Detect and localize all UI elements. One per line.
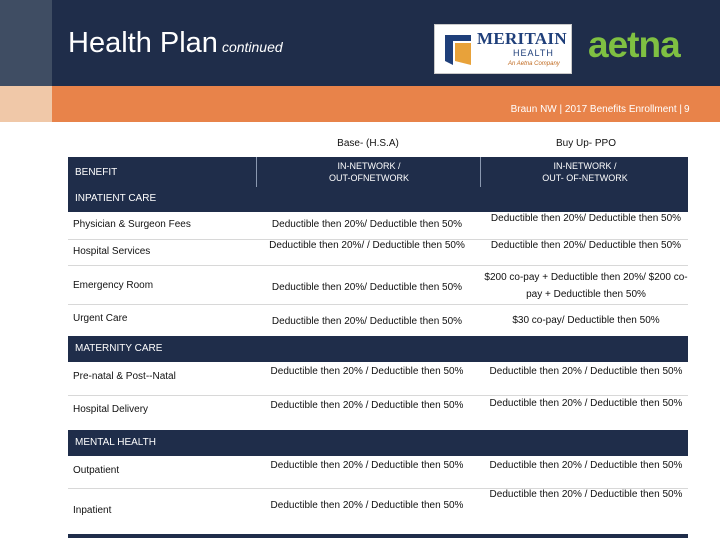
section-title: INPATIENT CARE (75, 193, 157, 204)
meritain-logo (434, 24, 572, 74)
meritain-wordmark: MERITAIN (477, 29, 567, 48)
base-value: Deductible then 20% / Deductible then 50% (270, 460, 464, 471)
column-divider (256, 157, 257, 187)
base-value: Deductible then 20% / Deductible then 50% (270, 400, 464, 411)
benefit-label: Emergency Room (73, 280, 154, 291)
benefit-label: Hospital Services (73, 246, 151, 257)
title-subtitle: continued (221, 39, 283, 55)
page-number: 9 (684, 104, 690, 115)
benefit-label: Hospital Delivery (73, 404, 149, 415)
section-title: MENTAL HEALTH (75, 437, 156, 448)
base-value: Deductible then 20% / Deductible then 50% (270, 500, 464, 511)
header-side-block (0, 0, 52, 86)
meritain-health-wordmark: HEALTH (513, 48, 554, 58)
accent-stripe (0, 86, 720, 98)
base-value: Deductible then 20%/ / Deductible then 50% (269, 240, 465, 251)
aetna-logo: aetna (588, 24, 680, 65)
title-main: Health Plan (68, 27, 218, 59)
section-band (68, 430, 688, 456)
base-value: Deductible then 20%/ Deductible then 50% (271, 219, 463, 230)
network-header-buyup: IN-NETWORK / OUT- OF-NETWORK (542, 161, 628, 183)
row-divider (68, 265, 688, 266)
plan-header-base: Base- (H.S.A) (337, 138, 399, 149)
accent-stripe-light (0, 86, 52, 122)
table-bottom-border (68, 534, 688, 538)
row-divider (68, 395, 688, 396)
section-title: MATERNITY CARE (75, 343, 163, 354)
benefit-header: BENEFIT (75, 167, 118, 178)
base-value: Deductible then 20%/ Deductible then 50% (271, 316, 463, 327)
meritain-mark-icon (443, 31, 473, 67)
section-band (68, 187, 688, 212)
base-value: Deductible then 20% / Deductible then 50% (270, 366, 464, 377)
section-band (68, 336, 688, 362)
buyup-value: Deductible then 20% / Deductible then 50% (489, 366, 683, 377)
base-value: Deductible then 20%/ Deductible then 50% (271, 282, 463, 293)
buyup-value: Deductible then 20% / Deductible then 50% (489, 398, 683, 409)
table-header-row (68, 157, 688, 187)
network-header-base: IN-NETWORK / OUT-OFNETWORK (329, 161, 409, 183)
buyup-value: $30 co-pay/ Deductible then 50% (512, 315, 660, 326)
footer-text: Braun NW | 2017 Benefits Enrollment | (510, 104, 682, 115)
benefit-label: Physician & Surgeon Fees (73, 219, 191, 230)
row-divider (68, 304, 688, 305)
buyup-value: Deductible then 20%/ Deductible then 50% (490, 213, 682, 224)
benefit-label: Urgent Care (73, 313, 128, 324)
meritain-tagline: An Aetna Company (508, 61, 560, 67)
buyup-value: Deductible then 20% / Deductible then 50% (489, 460, 683, 471)
buyup-value: Deductible then 20%/ Deductible then 50% (490, 240, 682, 251)
benefit-label: Inpatient (73, 505, 112, 516)
plan-header-buyup: Buy Up- PPO (555, 138, 617, 149)
benefit-label: Outpatient (73, 465, 120, 476)
buyup-value: Deductible then 20% / Deductible then 50% (489, 489, 683, 500)
slide-title (68, 27, 283, 60)
buyup-value: $200 co-pay + Deductible then 20%/ $200 co-pay + Deductible then 50% (484, 272, 688, 300)
benefit-label: Pre-natal & Post--Natal (73, 371, 176, 382)
column-divider (480, 157, 481, 187)
